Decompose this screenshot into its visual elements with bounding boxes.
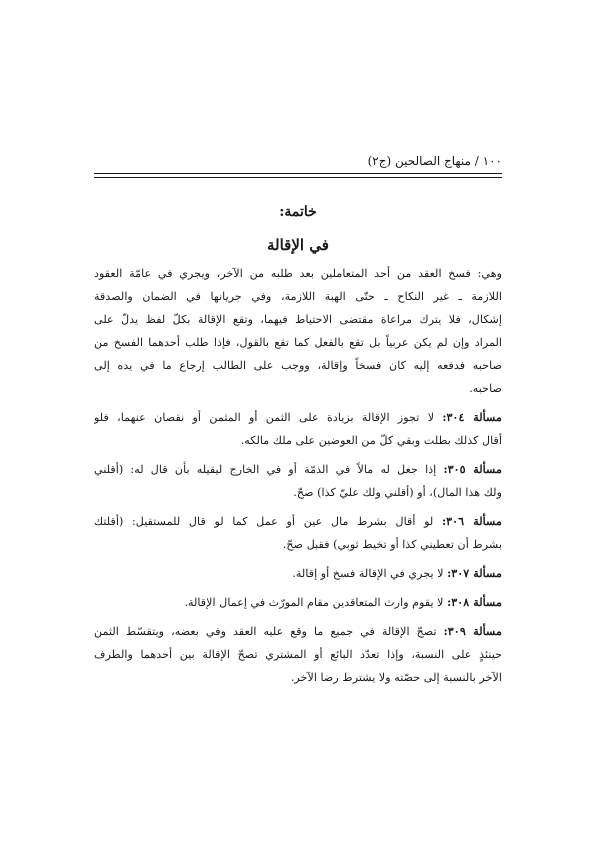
text-line	[94, 533, 502, 556]
issue-paragraph	[94, 458, 502, 504]
issue-paragraph	[94, 591, 502, 614]
issue-paragraph	[94, 620, 502, 689]
line-text: الآخر بالنسبة إلى حصّته ولا يشترط رضا الآخر.	[290, 671, 502, 684]
line-text: حينئذٍ على النسبة، وإذا تعدّد البائع أو المشتري تصحّ الإقالة بين أحدهما والطرف	[94, 648, 502, 661]
line-text: إشكال، فلا يترك مراعاة مقتضى الاحتياط فيهما، وتقع الإقالة بكلّ لفظ يدلّ على	[94, 313, 502, 326]
line-text: ولك هذا المال)، أو (أقلني ولك عليّ كذا) صحّ.	[293, 486, 502, 499]
header-rule-thin	[94, 177, 502, 178]
text-line	[94, 591, 502, 614]
line-text: لا يجري في الإقالة فسخ أو إقالة.	[292, 567, 444, 580]
line-text: إذا جعل له مالاً في الذمّة أو في الخارج ليقيله بأن قال له: (أقلني	[94, 463, 437, 476]
text-line	[94, 331, 502, 354]
text-line	[94, 620, 502, 643]
line-text: صاحبه فدفعه إليه كان فسخاً وإقالة، ووجب على الطالب إرجاع ما في يده إلى	[94, 359, 502, 372]
line-text: صاحبه.	[469, 382, 502, 395]
section-subheading: في الإقالة	[267, 236, 329, 254]
running-header: ١٠٠ / منهاج الصالحين (ج٢)	[367, 154, 502, 168]
text-line	[94, 377, 502, 400]
line-text: المراد وإن لم يكن عربياً بل تقع بالفعل كما تقع بالقول، فإذا طلب أحدهما الفسخ من	[94, 336, 502, 349]
text-line	[94, 429, 502, 452]
line-text: اللازمة ـ غير النكاح ـ حتّى الهبة اللازمة، وفي جريانها في الضمان والصدقة	[94, 290, 502, 303]
text-line	[94, 262, 502, 285]
text-line	[94, 354, 502, 377]
issue-label: مسألة ٣٠٥:	[443, 462, 502, 476]
line-text: لو أقال بشرط مال عين أو عمل كما لو قال للمستقيل: (أقلتك	[94, 515, 434, 528]
line-text: لا يقوم وارث المتعاقدين مقام المورّث في إعمال الإقالة.	[184, 596, 444, 609]
text-line	[94, 458, 502, 481]
issue-label: مسألة ٣٠٧:	[447, 566, 502, 580]
section-heading: خاتمة:	[279, 204, 317, 220]
text-line	[94, 481, 502, 504]
text-line	[94, 643, 502, 666]
text-line	[94, 285, 502, 308]
line-text: لا تجوز الإقالة بزيادة على الثمن أو المثمن أو نقصان عنهما، فلو	[94, 411, 435, 424]
intro-paragraph	[94, 262, 502, 400]
issue-paragraph	[94, 406, 502, 452]
text-line	[94, 666, 502, 689]
line-text: بشرط أن تعطيني كذا أو تخيط ثوبي) فقبل صحّ.	[282, 538, 502, 551]
body-text	[94, 262, 502, 689]
issue-paragraph	[94, 510, 502, 556]
text-line	[94, 510, 502, 533]
line-text: أقال كذلك بطلت وبقي كلّ من العوضين على ملك مالكه.	[240, 434, 502, 447]
text-line	[94, 308, 502, 331]
text-line	[94, 406, 502, 429]
issue-label: مسألة ٣٠٨:	[447, 595, 502, 609]
issue-label: مسألة ٣٠٩:	[443, 624, 502, 638]
issue-label: مسألة ٣٠٤:	[442, 410, 502, 424]
header-rule-thick	[94, 173, 502, 174]
text-line	[94, 562, 502, 585]
issue-paragraph	[94, 562, 502, 585]
line-text: وهي: فسخ العقد من أحد المتعاملين بعد طلبه من الآخر، ويجري في عامّة العقود	[94, 267, 502, 280]
issue-label: مسألة ٣٠٦:	[442, 514, 502, 528]
line-text: تصحّ الإقالة في جميع ما وقع عليه العقد وفي بعضه، ويتقسّط الثمن	[94, 625, 437, 638]
